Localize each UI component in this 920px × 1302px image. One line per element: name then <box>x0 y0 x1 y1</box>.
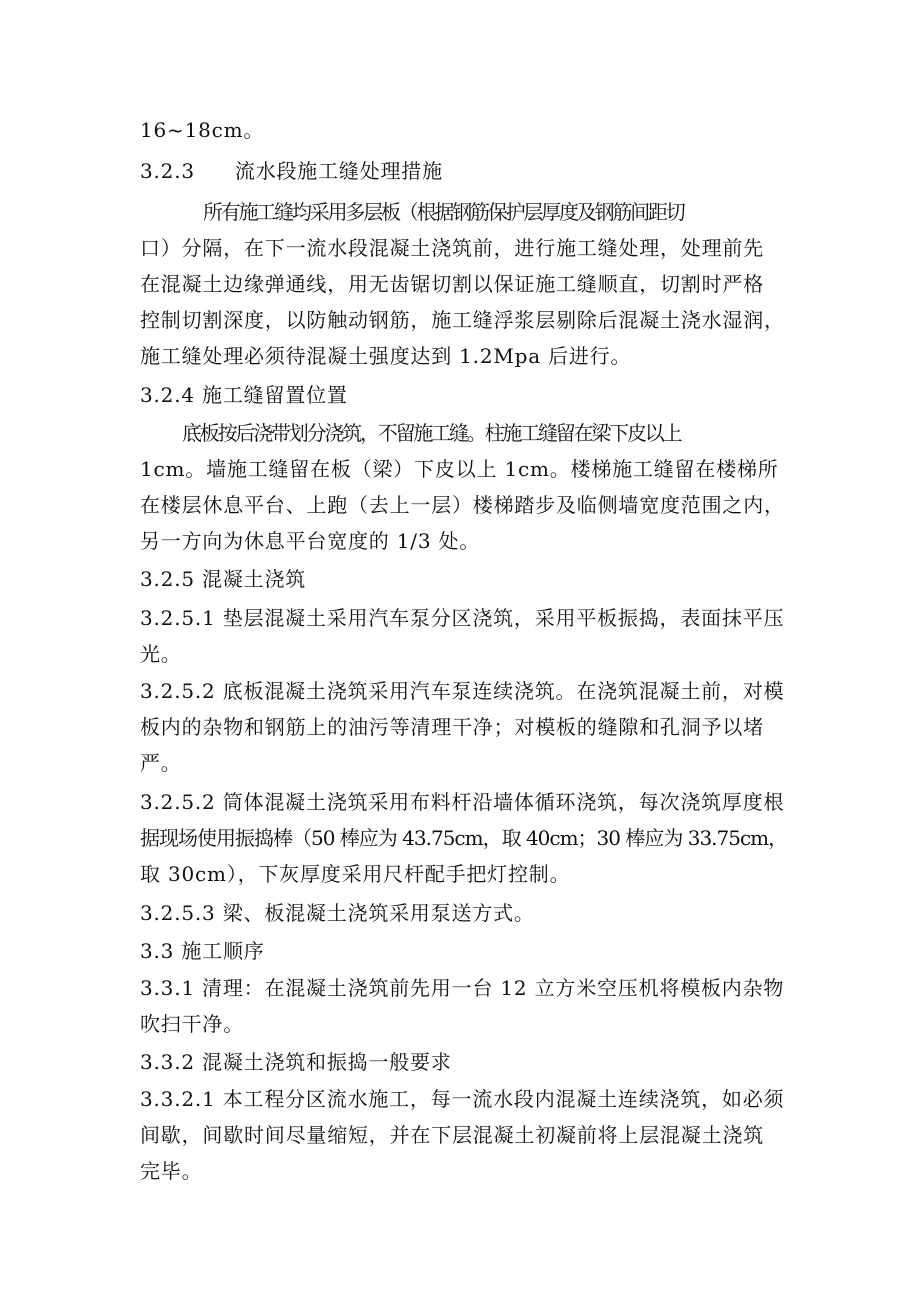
text-line: 严。 <box>140 751 182 775</box>
text-line: 施工缝处理必须待混凝土强度达到 1.2Mpa 后进行。 <box>140 344 632 368</box>
text-line: 16~18cm。 <box>140 118 265 142</box>
section-number: 3.2.3 <box>140 159 195 183</box>
text-line: 取 30cm），下灰厚度采用尺杆配手把灯控制。 <box>140 862 571 886</box>
text-line: 在楼层休息平台、上跑（去上一层）楼梯踏步及临侧墙宽度范围之内， <box>140 493 785 517</box>
text-line: 3.2.5.2 底板混凝土浇筑采用汽车泵连续浇筑。在浇筑混凝土前，对模 <box>140 679 785 703</box>
text-line: 间歇，间歇时间尽量缩短，并在下层混凝土初凝前将上层混凝土浇筑 <box>140 1123 764 1147</box>
text-line: 吹扫干净。 <box>140 1012 244 1036</box>
section-heading: 3.2.5 混凝土浇筑 <box>140 567 307 591</box>
text-line: 另一方向为休息平台宽度的 1/3 处。 <box>140 529 481 553</box>
text-line: 3.2.5.1 垫层混凝土采用汽车泵分区浇筑，采用平板振捣，表面抹平压 <box>140 606 785 630</box>
section-heading: 3.3 施工顺序 <box>140 939 265 963</box>
text-line: 3.2.5.2 筒体混凝土浇筑采用布料杆沿墙体循环浇筑，每次浇筑厚度根 <box>140 790 785 814</box>
text-line: 1cm。墙施工缝留在板（梁）下皮以上 1cm。楼梯施工缝留在楼梯所 <box>140 457 779 481</box>
section-heading-3-2-3 <box>140 159 790 183</box>
text-line: 口）分隔，在下一流水段混凝土浇筑前，进行施工缝处理，处理前先 <box>140 236 764 260</box>
section-heading: 3.2.4 施工缝留置位置 <box>140 383 348 407</box>
section-title: 流水段施工缝处理措施 <box>234 159 443 183</box>
section-heading: 3.3.2 混凝土浇筑和振捣一般要求 <box>140 1050 452 1074</box>
text-line: 完毕。 <box>140 1159 203 1183</box>
text-line: 所有施工缝均采用多层板（根据钢筋保护层厚度及钢筋间距切 <box>203 200 684 224</box>
text-line: 3.2.5.3 梁、板混凝土浇筑采用泵送方式。 <box>140 901 535 925</box>
text-line: 3.3.1 清理：在混凝土浇筑前先用一台 12 立方米空压机将模板内杂物 <box>140 976 785 1000</box>
text-line: 底板按后浇带划分浇筑，不留施工缝。柱施工缝留在梁下皮以上 <box>182 421 681 445</box>
text-line: 在混凝土边缘弹通线，用无齿锯切割以保证施工缝顺直，切割时严格 <box>140 272 764 296</box>
text-line: 3.3.2.1 本工程分区流水施工，每一流水段内混凝土连续浇筑，如必须 <box>140 1087 785 1111</box>
text-line: 据现场使用振捣棒（50 棒应为 43.75cm，取 40cm；30 棒应为 33.75cm， <box>140 826 788 850</box>
text-line: 控制切割深度，以防触动钢筋，施工缝浮浆层剔除后混凝土浇水湿润， <box>140 308 785 332</box>
text-line: 板内的杂物和钢筋上的油污等清理干净；对模板的缝隙和孔洞予以堵 <box>140 715 764 739</box>
text-line: 光。 <box>140 642 182 666</box>
